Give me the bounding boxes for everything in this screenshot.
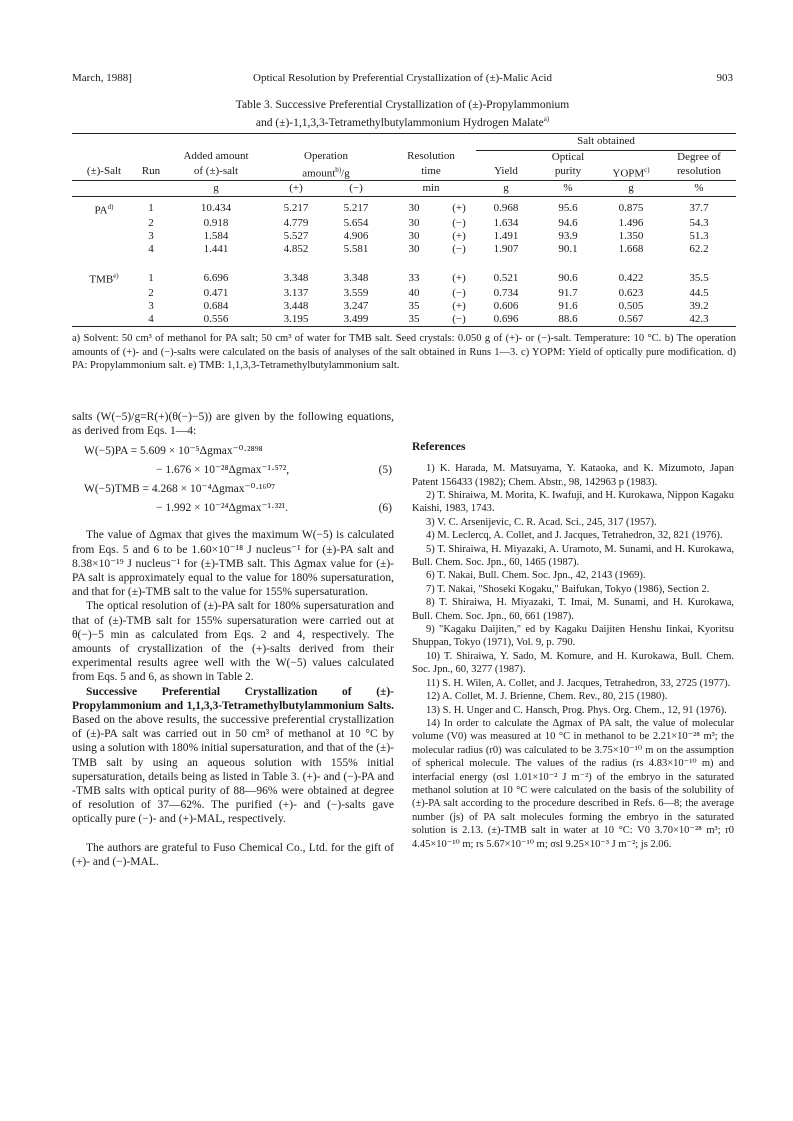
table-cell: b) <box>335 165 342 174</box>
table-cell: (5) <box>378 464 392 477</box>
table-cell: g <box>166 181 266 197</box>
paragraph-1: The value of Δgmax that gives the maximum W(−5) is calculated from Eqs. 5 and 6 to be 1.60×10⁻¹⁸ J nucleus⁻¹ for (±)-PA salt and 8.38×10⁻¹⁹ J nucleus⁻¹ for (±)-TMB salt. This Δgmax value for (±)-PA salt is approximately equal to the value for 180% supersaturation, and that for (±)-TMB salt to the value for 155% supersaturation. <box>72 529 394 599</box>
table-row <box>72 230 736 243</box>
table-cell: Degree of <box>677 150 721 163</box>
table-cell: resolution <box>677 165 721 178</box>
header-date: March, 1988] <box>72 72 132 84</box>
reference-item: 8) T. Shiraiwa, H. Miyazaki, T. Imai, M. Sunami, and H. Kurokawa, Bull. Chem. Soc. Jpn., 60, 661 (1987). <box>412 597 734 622</box>
table-cell: 30 <box>408 230 420 243</box>
table-cell: 37.7 <box>689 202 709 215</box>
table-cell: 0.606 <box>493 299 519 312</box>
table-cell: 94.6 <box>558 217 578 230</box>
paragraph-3 <box>72 685 394 827</box>
table-row <box>72 300 736 313</box>
table-cell: 39.2 <box>689 299 709 312</box>
table-cell: 0.684 <box>203 299 229 312</box>
table-cell: 3 <box>148 299 154 312</box>
table-cell: W(−5)PA = 5.609 × 10⁻⁵Δgmax⁻⁰·²⁸⁹⁸ <box>84 445 263 458</box>
table-cell: 0.567 <box>618 312 644 325</box>
table-cell: 90.1 <box>558 243 578 256</box>
table-cell: 54.3 <box>689 217 709 230</box>
table-cell: 91.6 <box>558 299 578 312</box>
table-cell: 5.217 <box>343 202 369 215</box>
table-cell: 4 <box>148 312 154 325</box>
table-cell: amount <box>302 167 336 180</box>
table-cell: 1.668 <box>618 243 644 256</box>
table-cell: 91.7 <box>558 286 578 299</box>
table-cell: (−) <box>452 217 466 230</box>
table-cell: 0.918 <box>203 217 229 230</box>
table-3 <box>72 133 736 327</box>
table-cell: TMB <box>89 273 114 286</box>
reference-item: 11) S. H. Wilen, A. Collet, and J. Jacques, Tetrahedron, 33, 2725 (1977). <box>426 677 731 689</box>
table-cell: 4 <box>148 243 154 256</box>
table-cell: 0.556 <box>203 312 229 325</box>
table-cell: 40 <box>408 286 420 299</box>
table-cell: 3.559 <box>343 286 369 299</box>
table-cell: 1 <box>148 272 154 285</box>
table-cell: min <box>386 181 476 197</box>
table-cell: 2 <box>148 286 154 299</box>
table-cell: 3.348 <box>283 272 309 285</box>
reference-item: 13) S. H. Unger and C. Hansch, Prog. Phys. Org. Chem., 12, 91 (1976). <box>426 704 727 716</box>
table-cell: /g <box>341 167 350 180</box>
reference-item: 14) In order to calculate the Δgmax of PA salt, the value of molecular volume (V0) was measured at 10 °C in methanol to be 2.21×10⁻²⁸ m³; the molecular radius (r0) was calculated to be 3.75×10⁻¹⁰ m on the assumption of spherical molecule. The values of the radius (rs 4.83×10⁻¹⁰ m) and interfacial energy (σsl 1.01×10⁻² J m⁻²) of the embryo in the saturated methanol solution at 10 °C were calculated on the basis of the solubility of (±)-PA salt according to the procedure described in Refs. 6—8; the average number (js) of PA salt molecules forming the embryo in the saturated solution is 2.13. (±)-TMB salt in water at 10 °C: V0 3.70×10⁻²⁸ m³; r0 4.45×10⁻¹⁰ m; rs 5.67×10⁻¹⁰ m; σsl 9.25×10⁻³ J m⁻²; js 2.06. <box>412 717 734 850</box>
reference-item: 7) T. Nakai, "Shoseki Kogaku," Baifukan, Tokyo (1986), Section 2. <box>426 583 710 595</box>
table-cell: − 1.676 × 10⁻²⁸Δgmax⁻¹·⁵⁷², <box>156 464 290 477</box>
table-row <box>72 313 736 327</box>
reference-item: 6) T. Nakai, Bull. Chem. Soc. Jpn., 42, 2143 (1969). <box>426 570 646 582</box>
table-cell: 44.5 <box>689 286 709 299</box>
header-title: Optical Resolution by Preferential Crystallization of (±)-Malic Acid <box>253 72 552 84</box>
table-cell: 42.3 <box>689 312 709 325</box>
equation-6a <box>72 482 394 501</box>
table-cell: 1.634 <box>493 217 519 230</box>
table-cell: d) <box>107 202 114 211</box>
table-cell: 1.491 <box>493 230 519 243</box>
acknowledgement: The authors are grateful to Fuso Chemical Co., Ltd. for the gift of (+)- and (−)-MAL. <box>72 841 394 868</box>
table-footnote: a) Solvent: 50 cm³ of methanol for PA salt; 50 cm³ of water for TMB salt. Seed crystals: 0.050 g of (+)- or (−)-salt. Temperature: 10 °C. b) The operation amounts of (+)- and (−)-salts were calculated on the basis of analyses of the salt obtained in Runs 1—3. c) YOPM: Yield of optically pure modification. d) PA: Propylammonium salt. e) TMB: 1,1,3,3-Tetramethylbutylammonium salt. <box>72 333 736 371</box>
table-cell: (+) <box>452 272 466 285</box>
table-cell: g <box>600 181 662 197</box>
table-cell: 4.906 <box>343 230 369 243</box>
table-cell: 35.5 <box>689 272 709 285</box>
table-cell: purity <box>554 165 582 178</box>
table-cell: (−) <box>326 181 386 197</box>
reference-item: 1) K. Harada, M. Matsuyama, Y. Kataoka, and K. Mizumoto, Japan Patent 156433 (1982); Chem. Abstr., 98, 142963 p (1983). <box>412 463 734 488</box>
col-header-salt: (±)-Salt <box>86 165 122 178</box>
table-cell: 33 <box>408 272 420 285</box>
table-cell: (+) <box>452 299 466 312</box>
reference-item: 12) A. Collet, M. J. Brienne, Chem. Rev., 80, 215 (1980). <box>426 691 668 703</box>
table-cell: % <box>536 181 600 197</box>
table-cell: 3.348 <box>343 272 369 285</box>
table-row <box>72 270 736 287</box>
table-cell: W(−5)TMB = 4.268 × 10⁻⁴Δgmax⁻⁰·¹⁶⁰⁷ <box>84 483 276 496</box>
table-cell: c) <box>644 165 650 174</box>
table-cell: YOPM <box>612 167 645 180</box>
table-cell: 4.852 <box>283 243 309 256</box>
reference-item: 3) V. C. Arsenijevic, C. R. Acad. Sci., 245, 317 (1957). <box>426 516 657 528</box>
table-cell: 0.696 <box>493 312 519 325</box>
table-cell: Based on the above results, the successive preferential crystallization of (±)-PA salt was carried out in 50 cm³ of methanol at 10 °C by using a solution with 180% initial supersaturation, and that of the (±)-TMB salt by using an aqueous solution with 155% initial supersaturation, details being as listed in Table 3. (+)- and (−)-PA and -TMB salts with optical purity of 88—96% were obtained at degree of resolution of 37—62%. The purified (+)- and (−)-salts gave optically pure (−)- and (+)-MAL, respectively. <box>72 714 394 826</box>
table-cell: 30 <box>408 243 420 256</box>
table-cell: 95.6 <box>558 202 578 215</box>
table-cell: (+) <box>266 181 326 197</box>
table-cell: 1 <box>148 202 154 215</box>
table-cell: 3.137 <box>283 286 309 299</box>
table-cell: 3.499 <box>343 312 369 325</box>
table-cell: 2 <box>148 217 154 230</box>
table-row <box>72 201 736 218</box>
table-cell: 88.6 <box>558 312 578 325</box>
table-cell: Resolution <box>407 150 455 163</box>
table-cell: 90.6 <box>558 272 578 285</box>
table-cell: 3.195 <box>283 312 309 325</box>
table-cell: 3.247 <box>343 299 369 312</box>
table-cell: (−) <box>452 286 466 299</box>
table-cell: 30 <box>408 202 420 215</box>
table-cell: 1.584 <box>203 230 229 243</box>
reference-item: 9) "Kagaku Daijiten," ed by Kagaku Daijiten Henshu Iinkai, Kyoritsu Shuppan, Tokyo (1971), Vol. 9, p. 790. <box>412 624 734 649</box>
reference-item: 10) T. Shiraiwa, Y. Sado, M. Komure, and H. Kurokawa, Bull. Chem. Soc. Jpn., 60, 3277 (1987). <box>412 650 734 676</box>
table-cell: 51.3 <box>689 230 709 243</box>
table-cell: time <box>421 165 441 178</box>
table-cell: 0.471 <box>203 286 229 299</box>
table-cell: 3 <box>148 230 154 243</box>
table-cell: of (±)-salt <box>193 165 239 178</box>
table-cell: 5.217 <box>283 202 309 215</box>
table-cell: 0.968 <box>493 202 519 215</box>
table-cell: 1.907 <box>493 243 519 256</box>
table-cell: 35 <box>408 312 420 325</box>
table-cell: % <box>662 181 736 197</box>
table-cell: a) <box>543 115 550 123</box>
table-cell: Optical <box>551 150 585 163</box>
table-cell: Table 3. Successive Preferential Crystallization of (±)-Propylammonium <box>235 99 570 111</box>
table-cell: e) <box>113 272 119 281</box>
table-cell: 35 <box>408 299 420 312</box>
col-header-run: Run <box>141 165 161 178</box>
table-row <box>72 243 736 256</box>
table-cell: 0.623 <box>618 286 644 299</box>
equation-5b <box>72 463 394 482</box>
table-cell: g <box>476 181 536 197</box>
equations-intro: salts (W(−5)/g=R(+)(θ(−)−5)) are given by the following equations, as derived from Eqs. 1—4: <box>72 411 394 438</box>
table-cell: 93.9 <box>558 230 578 243</box>
table-cell: 3.448 <box>283 299 309 312</box>
section-heading: Successive Preferential Crystallization of (±)-Propylammonium and 1,1,3,3-Tetramethylbutylammonium Salts. <box>72 685 394 712</box>
table-cell: (+) <box>452 230 466 243</box>
equation-5a <box>72 444 394 463</box>
table-cell: 5.654 <box>343 217 369 230</box>
table-cell: 1.441 <box>203 243 229 256</box>
table-cell: − 1.992 × 10⁻²⁴Δgmax⁻¹·³²¹. <box>156 502 289 515</box>
table-cell: (6) <box>378 502 392 515</box>
table-cell: 1.350 <box>618 230 644 243</box>
table-cell: and (±)-1,1,3,3-Tetramethylbutylammonium Hydrogen Malate <box>255 116 544 129</box>
table-cell: 4.779 <box>283 217 309 230</box>
paragraph-2: The optical resolution of (±)-PA salt for 180% supersaturation and that of (±)-TMB salt for 155% supersaturation were carried out at θ(−)−5 min as calculated from Eqs. 2 and 4, respectively. The amounts of crystallization of the (+)-salts derived from their experimental results agree well with the W(−5) values calculated from Eqs. 5 and 6, as shown in Table 2. <box>72 600 394 684</box>
references-heading: References <box>412 441 466 453</box>
table-cell: 0.505 <box>618 299 644 312</box>
table-cell: PA <box>94 204 108 217</box>
reference-item: 4) M. Leclercq, A. Collet, and J. Jacques, Tetrahedron, 32, 821 (1976). <box>426 530 723 542</box>
references-column <box>412 440 734 851</box>
equation-6b <box>72 501 394 520</box>
page-number: 903 <box>716 72 733 84</box>
table-cell: 5.527 <box>283 230 309 243</box>
table-row <box>72 287 736 300</box>
reference-item: 2) T. Shiraiwa, M. Morita, K. Iwafuji, and H. Kurokawa, Nippon Kagaku Kaishi, 1983, 1743. <box>412 490 734 515</box>
table-cell: Yield <box>494 165 518 178</box>
table-cell: 0.521 <box>493 272 519 285</box>
table-cell: 0.875 <box>618 202 644 215</box>
table-cell: 0.422 <box>618 272 644 285</box>
table-cell: (+) <box>452 202 466 215</box>
table-caption <box>72 98 733 130</box>
table-cell: 30 <box>408 217 420 230</box>
table-cell: 5.581 <box>343 243 369 256</box>
reference-item: 5) T. Shiraiwa, H. Miyazaki, A. Uramoto, M. Sunami, and H. Kurokawa, Bull. Chem. Soc. Jpn., 60, 1465 (1987). <box>412 543 734 569</box>
table-cell: 0.734 <box>493 286 519 299</box>
table-cell: (−) <box>452 312 466 325</box>
table-cell: Added amount <box>183 150 249 163</box>
salt-obtained-header: Salt obtained <box>476 134 736 151</box>
table-cell: 62.2 <box>689 243 709 256</box>
table-cell: (−) <box>452 243 466 256</box>
table-cell: 6.696 <box>203 272 229 285</box>
table-cell: 10.434 <box>200 202 232 215</box>
table-cell: Operation <box>304 150 348 163</box>
table-cell: 1.496 <box>618 217 644 230</box>
left-column <box>72 410 394 869</box>
table-row <box>72 217 736 230</box>
